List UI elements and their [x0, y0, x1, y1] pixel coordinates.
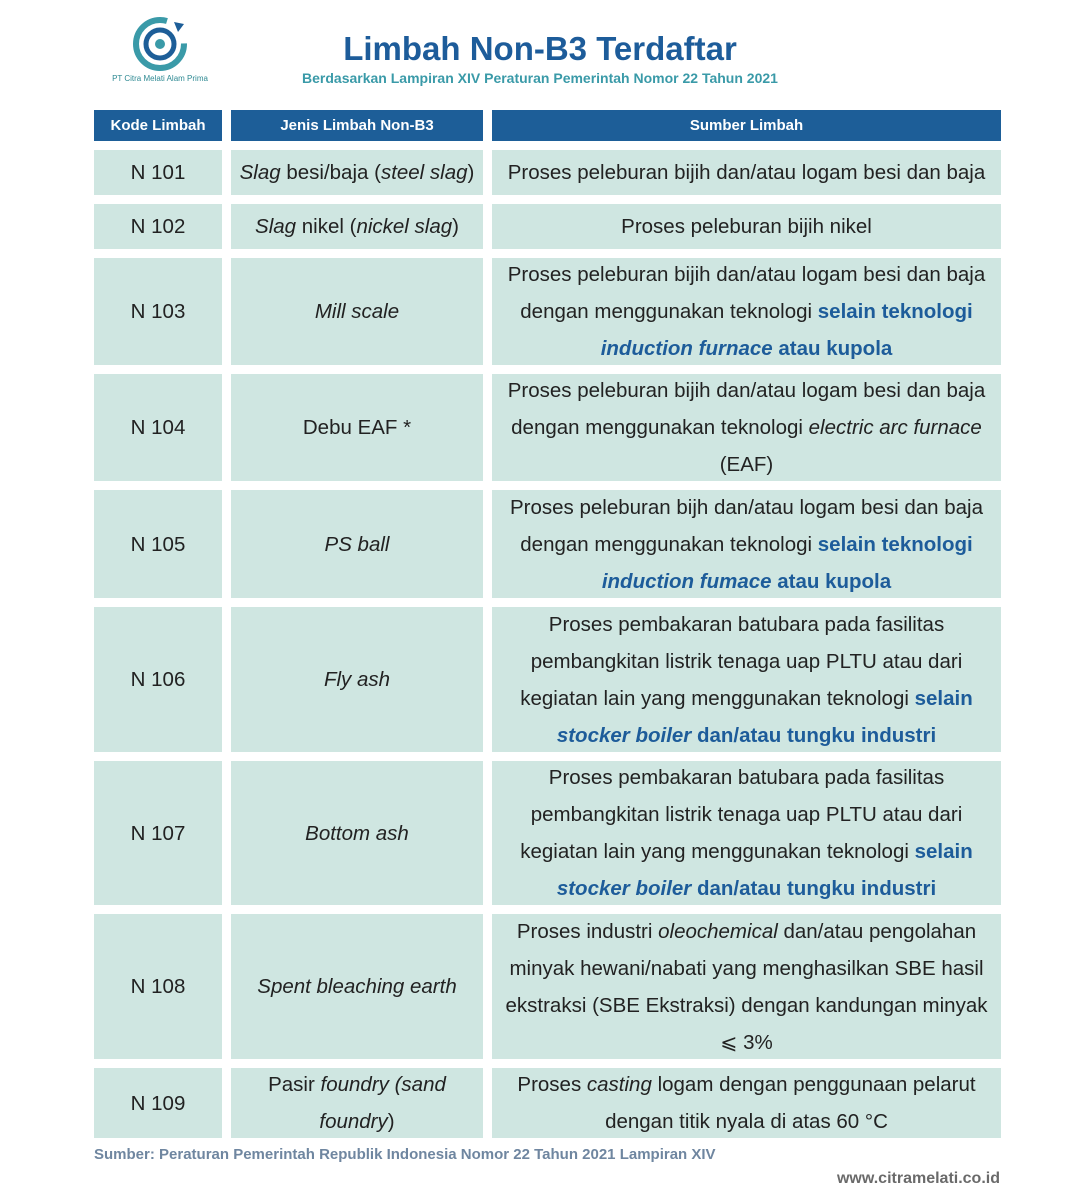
waste-source: Proses industri oleochemical dan/atau pengolahan minyak hewani/nabati yang menghasilkan SBE hasil ekstraksi (SBE Ekstraksi) dengan kandungan minyak ⩽ 3%	[492, 914, 1001, 1059]
waste-type: Slag nikel (nickel slag)	[231, 204, 483, 249]
waste-source: Proses peleburan bijih dan/atau logam besi dan baja dengan menggunakan teknologi selain teknologi induction furnace atau kupola	[492, 258, 1001, 365]
waste-type: Pasir foundry (sand foundry)	[231, 1068, 483, 1138]
waste-type: Spent bleaching earth	[231, 914, 483, 1059]
header-jenis: Jenis Limbah Non-B3	[231, 110, 483, 141]
recycle-logo-icon	[130, 16, 190, 72]
table-row	[94, 204, 1001, 249]
waste-source: Proses peleburan bijih dan/atau logam besi dan baja dengan menggunakan teknologi electric arc furnace (EAF)	[492, 374, 1001, 481]
waste-code: N 109	[94, 1068, 222, 1138]
waste-code: N 107	[94, 761, 222, 905]
page-title: Limbah Non-B3 Terdaftar	[343, 30, 737, 67]
waste-source: Proses casting logam dengan penggunaan pelarut dengan titik nyala di atas 60 °C	[492, 1068, 1001, 1138]
table-row	[94, 1068, 1001, 1138]
company-logo	[100, 16, 220, 88]
waste-source: Proses pembakaran batubara pada fasilitas pembangkitan listrik tenaga uap PLTU atau dari kegiatan lain yang menggunakan teknologi selain stocker boiler dan/atau tungku industri	[492, 607, 1001, 752]
table-row	[94, 150, 1001, 195]
waste-table	[94, 110, 1001, 1147]
waste-code: N 101	[94, 150, 222, 195]
table-row	[94, 374, 1001, 481]
table-row	[94, 490, 1001, 598]
header-kode: Kode Limbah	[94, 110, 222, 141]
waste-code: N 106	[94, 607, 222, 752]
header-sumber: Sumber Limbah	[492, 110, 1001, 141]
waste-source: Proses peleburan bijih dan/atau logam besi dan baja	[492, 150, 1001, 195]
table-header	[94, 110, 1001, 141]
waste-source: Proses pembakaran batubara pada fasilitas pembangkitan listrik tenaga uap PLTU atau dari kegiatan lain yang menggunakan teknologi selain stocker boiler dan/atau tungku industri	[492, 761, 1001, 905]
waste-source: Proses peleburan bijih nikel	[492, 204, 1001, 249]
waste-code: N 102	[94, 204, 222, 249]
page-subtitle: Berdasarkan Lampiran XIV Peraturan Pemerintah Nomor 22 Tahun 2021	[302, 70, 778, 86]
waste-type: Debu EAF *	[231, 374, 483, 481]
waste-type: Mill scale	[231, 258, 483, 365]
waste-type: Slag besi/baja (steel slag)	[231, 150, 483, 195]
waste-code: N 104	[94, 374, 222, 481]
waste-code: N 103	[94, 258, 222, 365]
waste-type: Fly ash	[231, 607, 483, 752]
table-row	[94, 258, 1001, 365]
waste-type: Bottom ash	[231, 761, 483, 905]
waste-code: N 108	[94, 914, 222, 1059]
table-row	[94, 914, 1001, 1059]
website-link[interactable]: www.citramelati.co.id	[836, 1170, 1000, 1187]
waste-code: N 105	[94, 490, 222, 598]
company-name: PT Citra Melati Alam Prima	[112, 74, 208, 83]
table-row	[94, 761, 1001, 905]
waste-source: Proses peleburan bijh dan/atau logam besi dan baja dengan menggunakan teknologi selain teknologi induction fumace atau kupola	[492, 490, 1001, 598]
table-row	[94, 607, 1001, 752]
waste-type: PS ball	[231, 490, 483, 598]
source-note: Sumber: Peraturan Pemerintah Republik Indonesia Nomor 22 Tahun 2021 Lampiran XIV	[94, 1146, 716, 1163]
